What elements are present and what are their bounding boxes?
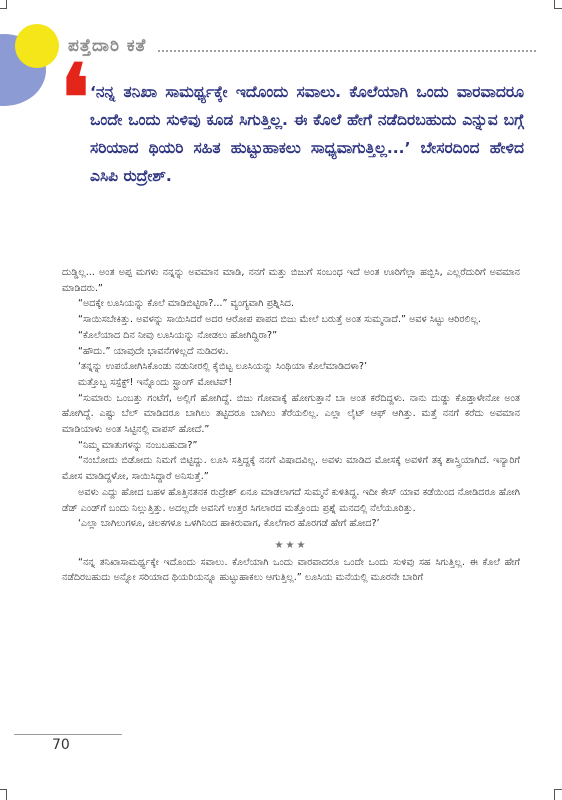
crop-mark-top-left bbox=[6, 0, 7, 8]
crop-mark-right-bottom bbox=[554, 789, 562, 790]
crop-mark-bottom-right bbox=[554, 790, 555, 800]
crop-mark-top-right bbox=[554, 0, 555, 8]
crop-mark-bottom-left bbox=[6, 790, 7, 800]
paragraph: ದುಡ್ಡಿಲ್ಲ... ಅಂತ ಅಪ್ಪ ಮಗಳು ನನ್ನನ್ನು ಅವಮಾನ ಮಾಡಿ, ನನಗೆ ಮತ್ತು ಬಿಜುಗೆ ಸಂಬಂಧ ಇದೆ ಅಂತ ಊರಿಗೆಲ್ಲಾ ಹಬ್ಬಿಸಿ, ಎಲ್ಲರೆದುರಿಗೆ ಅವಮಾನ ಮಾಡಿದರು.” bbox=[62, 267, 520, 294]
paragraph: ಅವಳು ಎದ್ದು ಹೋದ ಬಹಳ ಹೊತ್ತಿನತನಕ ರುದ್ರೇಶ್ ಏನೂ ಮಾಡಲಾಗದೆ ಸುಮ್ಮನೆ ಕುಳಿತಿದ್ದ. ಇದೀ ಕೇಸ್ ಯಾವ ಕಡೆಯಿಂದ ನೋಡಿದರೂ ಹೋಗಿ ಡೆಡ್ ಎಂಡ್‌ಗೆ ಬಂದು ನಿಲ್ಲುತ್ತಿತ್ತು. ಅದಲ್ಲದೇ ಅವನಿಗೆ ಉತ್ತರ ಸಿಗಲಾರದ ಮತ್ತೊಂದು ಪ್ರಶ್ನೆ ಮನದಲ್ಲಿ ನೆಲೆಯೂರಿತ್ತು. bbox=[62, 486, 520, 514]
paragraph: “ನಿಮ್ಮ ಮಾತುಗಳನ್ನು ನಂಬಬಹುದಾ?” bbox=[78, 439, 198, 451]
paragraph: “ಸುಮಾರು ಒಂಬತ್ತು ಗಂಟೆಗೆ, ಅಲ್ಲಿಗೆ ಹೋಗಿದ್ದೆ. ಬಿಜು ಗೋವಾಕ್ಕೆ ಹೋಗುತ್ತಾನೆ ಬಾ ಅಂತ ಕರೆದಿದ್ದಳು. ನಾನು ದುಡ್ಡು ಕೊಡ್ತಾಳೇನೋ ಅಂತ ಹೋಗಿದ್ದೆ. ಎಷ್ಟು ಬೆಲ್ ಮಾಡಿದರೂ ಬಾಗಿಲು ತಟ್ಟಿದರೂ ಬಾಗಿಲು ತೆರೆಯಲಿಲ್ಲ. ಎಲ್ಲಾ ಲೈಟ್ ಆಫ್ ಆಗಿತ್ತು. ಮತ್ತೆ ನನಗೆ ಕರೆದು ಅವಮಾನ ಮಾಡಿಯಾಳು ಅಂತ ಸಿಟ್ಟಿನಲ್ಲಿ ವಾಪಸ್ ಹೋದೆ.” bbox=[62, 392, 520, 436]
paragraph: ‘ಎಲ್ಲಾ ಬಾಗಿಲುಗಳೂ, ಚಿಲಕಗಳೂ ಒಳಗಿನಿಂದ ಹಾಕಿರುವಾಗ, ಕೊಲೆಗಾರ ಹೊರಗಡೆ ಹೇಗೆ ಹೋದ?’ bbox=[78, 518, 380, 530]
section-separator: ★★★ bbox=[274, 539, 308, 551]
decorative-yellow-circle bbox=[15, 24, 59, 68]
paragraph: “ಹೌದು.” ಯಾವುದೇ ಭಾವನೆಗಳಿಲ್ಲದೆ ನುಡಿದಳು. bbox=[78, 345, 229, 357]
page-number: 70 bbox=[52, 737, 70, 753]
footer-rule bbox=[14, 734, 122, 735]
quote-mark-icon: ❛ bbox=[60, 44, 90, 152]
paragraph: ಮತ್ತೊಬ್ಬ ಸಸ್ಪೆಕ್ಟ್! ಇನ್ನೊಂದು ಸ್ಟ್ರಾಂಗ್ ಮೋಟಿವ್! bbox=[78, 376, 233, 388]
paragraph: ‘ತನ್ನನ್ನು ಉಪಯೋಗಿಸಿಕೊಂಡು ನಡುನೀರಲ್ಲಿ ಕೈಬಿಟ್ಟ ಲೂಸಿಯನ್ನು ಸಿಂಥಿಯಾ ಕೊಲೆಮಾಡಿದಳಾ?’ bbox=[78, 361, 368, 373]
article-body bbox=[62, 265, 520, 586]
paragraph: “ಸಾಯಿಸಬೇಕಿತ್ತು. ಅವಳನ್ನು ಸಾಯಿಸಿದರೆ ಅದರ ಆರೋಪ ಪಾಪದ ಬಿಜು ಮೇಲೆ ಬರುತ್ತೆ ಅಂತ ಸುಮ್ಮನಾದೆ.” ಅವಳ ಸಿಟ್ಟು ಆರಿರಲಿಲ್ಲ. bbox=[78, 314, 481, 326]
paragraph: “ಕೊಲೆಯಾದ ದಿನ ನೀವು ಲೂಸಿಯನ್ನು ನೋಡಲು ಹೋಗಿದ್ದಿರಾ?” bbox=[78, 329, 278, 341]
paragraph: “ನನ್ನ ತನಿಖಾಸಾಮರ್ಥ್ಯಕ್ಕೇ ಇದೊಂದು ಸವಾಲು. ಕೊಲೆಯಾಗಿ ಒಂದು ವಾರವಾದರೂ ಒಂದೇ ಒಂದು ಸುಳಿವು ಸಹ ಸಿಗುತ್ತಿಲ್ಲ. ಈ ಕೊಲೆ ಹೇಗೆ ನಡೆದಿರಬಹುದು ಅನ್ನೋ ಸರಿಯಾದ ಥಿಯರಿಯನ್ನೂ ಹುಟ್ಟುಹಾಕಲು ಆಗುತ್ತಿಲ್ಲ.” ಲೂಸಿಯ ಮನೆಯಲ್ಲಿ ಮೂರನೇ ಬಾರಿಗೆ bbox=[62, 556, 520, 584]
paragraph: “ನಂಬೋದು ಬಿಡೋದು ನಿಮಗೆ ಬಿಟ್ಟಿದ್ದು. ಲೂಸಿ ಸತ್ತಿದ್ದಕ್ಕೆ ನನಗೆ ವಿಷಾದವಿಲ್ಲ. ಅವಳು ಮಾಡಿದ ಮೋಸಕ್ಕೆ ಅವಳಿಗೆ ತಕ್ಕ ಶಾಸ್ತ್ರಿಯಾಗಿದೆ. ಇನ್ಯಾರಿಗೆ ಮೋಸ ಮಾಡಿದ್ದಳೋ, ಸಾಯಿಸಿದ್ದಾರೆ ಅನಿಸುತ್ತೆ.” bbox=[62, 455, 520, 483]
pull-quote: ‘ನನ್ನ ತನಿಖಾ ಸಾಮರ್ಥ್ಯಕ್ಕೇ ಇದೊಂದು ಸವಾಲು. ಕೊಲೆಯಾಗಿ ಒಂದು ವಾರವಾದರೂ ಒಂದೇ ಒಂದು ಸುಳಿವು ಕೂಡ ಸಿಗುತ್ತಿಲ್ಲ. ಈ ಕೊಲೆ ಹೇಗೆ ನಡೆದಿರಬಹುದು ಎನ್ನುವ ಬಗ್ಗೆ ಸರಿಯಾದ ಥಿಯರಿ ಸಹಿತ ಹುಟ್ಟುಹಾಕಲು ಸಾಧ್ಯವಾಗುತ್ತಿಲ್ಲ...’ ಬೇಸರದಿಂದ ಹೇಳಿದ ಎಸಿಪಿ ರುದ್ರೇಶ್. bbox=[90, 83, 524, 185]
paragraph: “ಅದಕ್ಕೇ ಲೂಸಿಯನ್ನು ಕೊಲೆ ಮಾಡಿಬಿಟ್ಟಿರಾ?...” ವ್ಯಂಗ್ಯವಾಗಿ ಪ್ರಶ್ನಿಸಿದ. bbox=[78, 298, 295, 310]
crop-mark-left-bottom bbox=[0, 789, 7, 790]
section-title: ಪತ್ತೆದಾರಿ ಕತೆ bbox=[68, 36, 147, 56]
crop-mark-right-top bbox=[554, 8, 562, 9]
crop-mark-left-top bbox=[0, 8, 7, 9]
header-dotted-rule bbox=[158, 50, 536, 52]
